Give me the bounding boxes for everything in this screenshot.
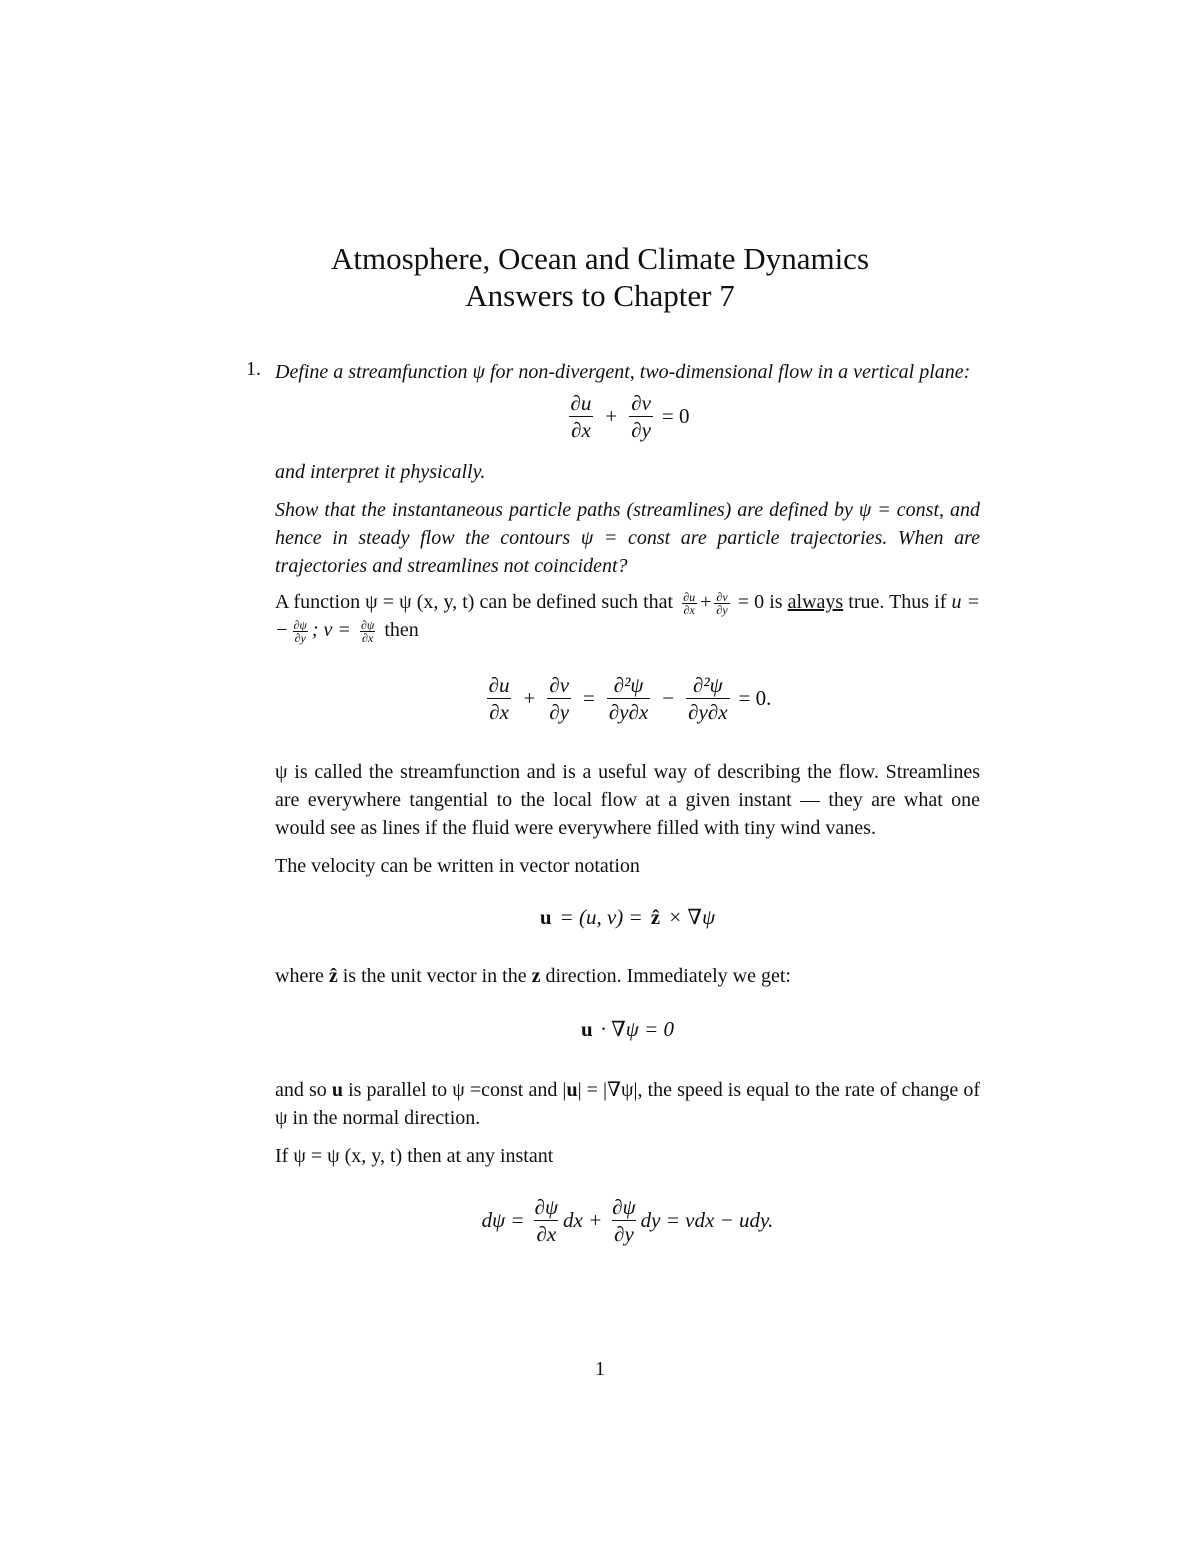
answer-paragraph-velocity: The velocity can be written in vector notation bbox=[275, 855, 640, 877]
equation-part: = (u, v) = bbox=[559, 904, 643, 929]
frac-num: ∂u bbox=[683, 589, 696, 604]
frac-num: ∂ψ bbox=[293, 617, 307, 632]
equation-dot-grad bbox=[275, 1004, 980, 1054]
equals-zero: = 0. bbox=[738, 685, 772, 710]
page-subtitle: Answers to Chapter 7 bbox=[465, 278, 735, 313]
answer-text: is parallel to ψ =const and | bbox=[348, 1079, 567, 1101]
equation-total-differential bbox=[275, 1190, 980, 1250]
content bbox=[246, 358, 981, 1250]
frac-den: ∂x bbox=[536, 1221, 557, 1246]
vector-u: u bbox=[539, 904, 552, 929]
frac-den: ∂x bbox=[683, 602, 695, 617]
answer-text: is the unit vector in the bbox=[342, 965, 527, 987]
answer-paragraph-parallel bbox=[275, 1076, 980, 1132]
frac-den: ∂x bbox=[362, 630, 374, 645]
equation-part: dx + bbox=[563, 1207, 603, 1232]
question-text-1: Define a streamfunction ψ for non-divergent, two-dimensional flow in a vertical plane: bbox=[275, 361, 971, 383]
equation-part: · ∇ψ = 0 bbox=[600, 1016, 675, 1041]
answer-paragraph-1: A function ψ = ψ (x, y, t) can be defined such that $\frac{\partial u}{\partial x}$ + $\frac{\partial v}{\partial y}$ = 0 is always true. Thus if u = − $\frac{\partial\psi}{\partial y}$ ; v = $\frac{\partial\psi}{\partial x}$ then bbox=[275, 589, 981, 645]
frac-den: ∂y∂x bbox=[688, 699, 728, 724]
answer-text: where bbox=[275, 965, 324, 987]
underlined-word: always bbox=[787, 591, 844, 613]
vector-u: u bbox=[580, 1016, 593, 1041]
frac-num: ∂v bbox=[716, 589, 728, 604]
answer-paragraph-streamfunction: ψ is called the streamfunction and is a useful way of describing the flow. Streamlines are everywhere tangential to the local flow at a given instant — they are what one would see as lines if the fluid were everywhere filled with tiny wind vanes. bbox=[275, 761, 980, 839]
equation-part: dy = vdx − udy. bbox=[640, 1207, 774, 1232]
answer-text: A function ψ = ψ (x, y, t) can be defined such that bbox=[275, 591, 674, 613]
frac-den: ∂y bbox=[294, 630, 306, 645]
answer-paragraph-where bbox=[275, 962, 980, 990]
title-block bbox=[0, 240, 1200, 314]
answer-text: true. Thus if bbox=[848, 591, 947, 613]
frac-den: ∂x bbox=[571, 417, 591, 442]
frac-num: ∂ψ bbox=[360, 617, 375, 632]
equation-part: dψ = bbox=[481, 1207, 525, 1232]
frac-num: ∂u bbox=[570, 390, 592, 415]
vector-z-hat: ẑ bbox=[328, 965, 338, 987]
frac-den: ∂y∂x bbox=[608, 699, 649, 724]
problem-1 bbox=[246, 358, 980, 386]
question-text-2: and interpret it physically. bbox=[275, 461, 486, 483]
equation-part: × ∇ψ bbox=[668, 904, 716, 929]
vector-u: u bbox=[331, 1079, 343, 1101]
answer-paragraph-if: If ψ = ψ (x, y, t) then at any instant bbox=[275, 1145, 554, 1167]
problem-number: 1. bbox=[246, 358, 261, 380]
page-title: Atmosphere, Ocean and Climate Dynamics bbox=[330, 241, 870, 276]
vector-u: u bbox=[566, 1079, 578, 1101]
vector-z: z bbox=[531, 965, 541, 987]
answer-text: | = |∇ψ|, the speed is equal to the rate of change of ψ in the normal direction. bbox=[275, 1079, 981, 1129]
frac-den: ∂y bbox=[631, 417, 651, 442]
answer-text: = 0 is bbox=[737, 591, 783, 613]
frac-num: ∂ψ bbox=[612, 1194, 636, 1219]
frac-den: ∂y bbox=[614, 1221, 634, 1246]
vector-z-hat: ẑ bbox=[650, 904, 661, 929]
equals-zero: = 0 bbox=[661, 403, 690, 428]
frac-num: ∂ψ bbox=[534, 1194, 558, 1219]
answer-text: then bbox=[384, 619, 419, 641]
answer-math: u = − bbox=[275, 591, 981, 641]
equation-second-derivative: $\frac{\partial u}{\partial x}$ + $\frac{\partial v}{\partial y}$ = $\frac{\text{∂²ψ}}{\partial y\partial x}$ − $\frac{\text{∂²ψ}}{\partial y\partial x}$ = 0. bbox=[488, 672, 772, 724]
frac-num: ∂u bbox=[488, 672, 510, 697]
equation-velocity-vector bbox=[275, 892, 980, 942]
frac-den: ∂x bbox=[489, 699, 509, 724]
answer-text: and so bbox=[275, 1079, 327, 1101]
equation-continuity: $\frac{\partial u}{\partial x}$ + $\frac{\partial v}{\partial y}$ = 0 bbox=[570, 390, 690, 442]
frac-den: ∂y bbox=[716, 602, 728, 617]
frac-num: ∂v bbox=[549, 672, 570, 697]
frac-num: ∂²ψ bbox=[692, 672, 723, 697]
page-number: 1 bbox=[595, 1358, 605, 1380]
answer-text: direction. Immediately we get: bbox=[545, 965, 791, 987]
frac-num: ∂v bbox=[631, 390, 651, 415]
frac-num: ∂²ψ bbox=[613, 672, 644, 697]
answer-math: ; v = bbox=[311, 619, 351, 641]
question-text-3: Show that the instantaneous particle paths (streamlines) are defined by ψ = const, and hence in steady flow the contours ψ = const are particle trajectories. When are trajectories and streamlines not coincident? bbox=[275, 499, 980, 577]
frac-den: ∂y bbox=[549, 699, 570, 724]
